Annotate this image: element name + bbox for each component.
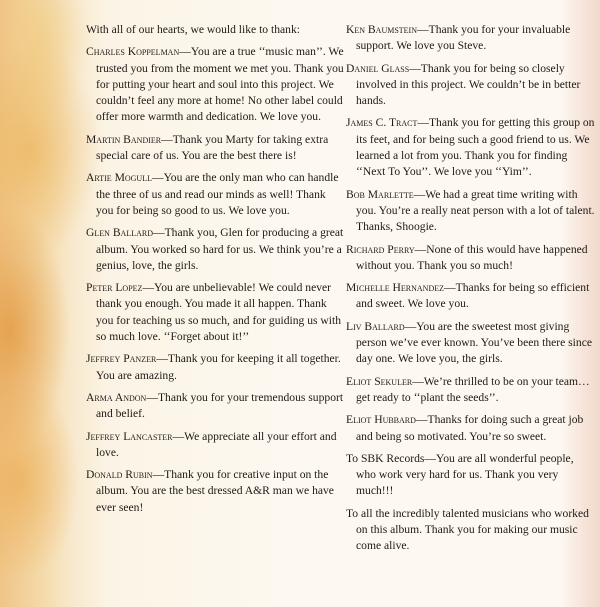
acknowledgment-text: —Thanks for being so efficient and sweet. We love you. xyxy=(356,281,590,311)
acknowledged-name: Richard Perry xyxy=(346,242,415,256)
acknowledgment-text: —Thank you, Glen for producing a great album. You worked so hard for us. We think you’re a genius, love, the girls. xyxy=(96,226,344,272)
acknowledged-name: Ken Baumstein xyxy=(346,23,418,36)
acknowledgment-text: —You are the only man who can handle the three of us and read our minds as well! Thank you for being so good to us. We love you. xyxy=(96,171,339,217)
acknowledged-name: Michelle Hernandez xyxy=(346,281,445,295)
acknowledgment-entry xyxy=(346,412,596,445)
acknowledgment-entry xyxy=(346,61,596,110)
acknowledgment-text: —We appreciate all your effort and love. xyxy=(96,429,337,459)
acknowledgment-text: —We had a great time writing with you. You’re a really neat person with a lot of talent. Thanks, Shoogie. xyxy=(356,187,595,234)
acknowledgment-entry xyxy=(346,242,596,275)
acknowledged-name: Charles Koppelman xyxy=(86,45,180,59)
acknowledgment-entry xyxy=(346,115,596,180)
acknowledgment-entry xyxy=(86,225,344,274)
acknowledged-name: Donald Rubin xyxy=(86,468,153,482)
acknowledged-name: Liv Ballard xyxy=(346,319,405,333)
acknowledged-name: James C. Tract xyxy=(346,116,418,130)
acknowledgment-text: —You are unbelievable! We could never thank you enough. You made it all happen. Thank you for teaching us so much, and for guiding us with so much love. ‘‘Forget about it!’’ xyxy=(96,281,342,344)
acknowledgment-entry xyxy=(346,374,596,407)
acknowledgment-text: —None of this would have happened without you. Thank you so much! xyxy=(356,242,588,272)
acknowledged-name: Bob Marlette xyxy=(346,187,414,201)
acknowledgment-text: To all the incredibly talented musicians who worked on this album. Thank you for making our music come alive. xyxy=(346,506,589,553)
acknowledgment-entry xyxy=(86,429,344,462)
acknowledged-name: Peter Lopez xyxy=(86,281,143,295)
acknowledgment-entry xyxy=(346,22,596,55)
acknowledgment-text: —Thank you for creative input on the album. You are the best dressed A&R man we have ever seen! xyxy=(96,468,334,514)
acknowledgment-text: —Thank you for your tremendous support and belief. xyxy=(96,390,344,421)
acknowledgment-entry xyxy=(346,451,596,500)
acknowledgment-text: —Thank you for being so closely involved in this project. We couldn’t be in better hands. xyxy=(356,61,581,108)
acknowledgment-text: —We’re thrilled to be on your team…get ready to ‘‘plant the seeds’’. xyxy=(356,374,590,404)
acknowledged-name: Arma Andon xyxy=(86,390,147,404)
intro-text: With all of our hearts, we would like to thank: xyxy=(86,23,300,36)
acknowledged-name: Glen Ballard xyxy=(86,226,153,240)
acknowledgment-entry xyxy=(346,280,596,313)
left-column xyxy=(86,22,344,522)
acknowledgment-text: —Thank you Marty for taking extra special care of us. You are the best there is! xyxy=(96,132,329,163)
acknowledgment-entry xyxy=(86,390,344,423)
acknowledgment-entry xyxy=(86,351,344,384)
acknowledgment-entry xyxy=(86,467,344,516)
acknowledgment-text: To SBK Records—You are all wonderful people, who work very hard for us. Thank you very much!!! xyxy=(346,451,574,498)
acknowledged-name: Eliot Hubbard xyxy=(346,413,416,427)
acknowledgment-entry xyxy=(346,319,596,368)
right-column xyxy=(346,22,596,561)
acknowledgment-entry xyxy=(86,44,344,125)
acknowledged-name: Jeffrey Lancaster xyxy=(86,429,173,443)
acknowledgment-entry xyxy=(346,506,596,555)
acknowledged-name: Daniel Glass xyxy=(346,61,410,75)
acknowledgment-entry xyxy=(86,280,344,345)
acknowledgment-text: —Thanks for doing such a great job and being so motivated. You’re so sweet. xyxy=(356,413,584,443)
acknowledgment-text: —Thank you for getting this group on its feet, and for being such a good friend to us. We learned a lot from you. Thank you for finding ‘‘Next To You’’. We love you ‘‘Yim’’. xyxy=(356,116,595,179)
acknowledged-name: Eliot Sekuler xyxy=(346,374,413,388)
acknowledgment-entry xyxy=(86,132,344,165)
acknowledged-name: Jeffrey Panzer xyxy=(86,352,157,366)
acknowledgment-text: —Thank you for keeping it all together. You are amazing. xyxy=(96,352,341,382)
acknowledgment-entry xyxy=(346,187,596,236)
acknowledgment-entry xyxy=(86,170,344,219)
acknowledgment-text: —You are the sweetest most giving person we’ve ever known. You’ve been there since day one. We love you, the girls. xyxy=(356,319,592,366)
acknowledged-name: Martin Bandier xyxy=(86,132,162,146)
acknowledgment-text: —You are a true ‘‘music man’’. We trusted you from the moment we met you. Thank you for putting your heart and soul into this project. We couldn’t feel any more at home! No other label could offer more warmth and dedication. We love you. xyxy=(96,45,344,124)
acknowledgment-text: —Thank you for your invaluable support. We love you Steve. xyxy=(356,23,571,53)
acknowledged-name: Artie Mogull xyxy=(86,171,152,185)
